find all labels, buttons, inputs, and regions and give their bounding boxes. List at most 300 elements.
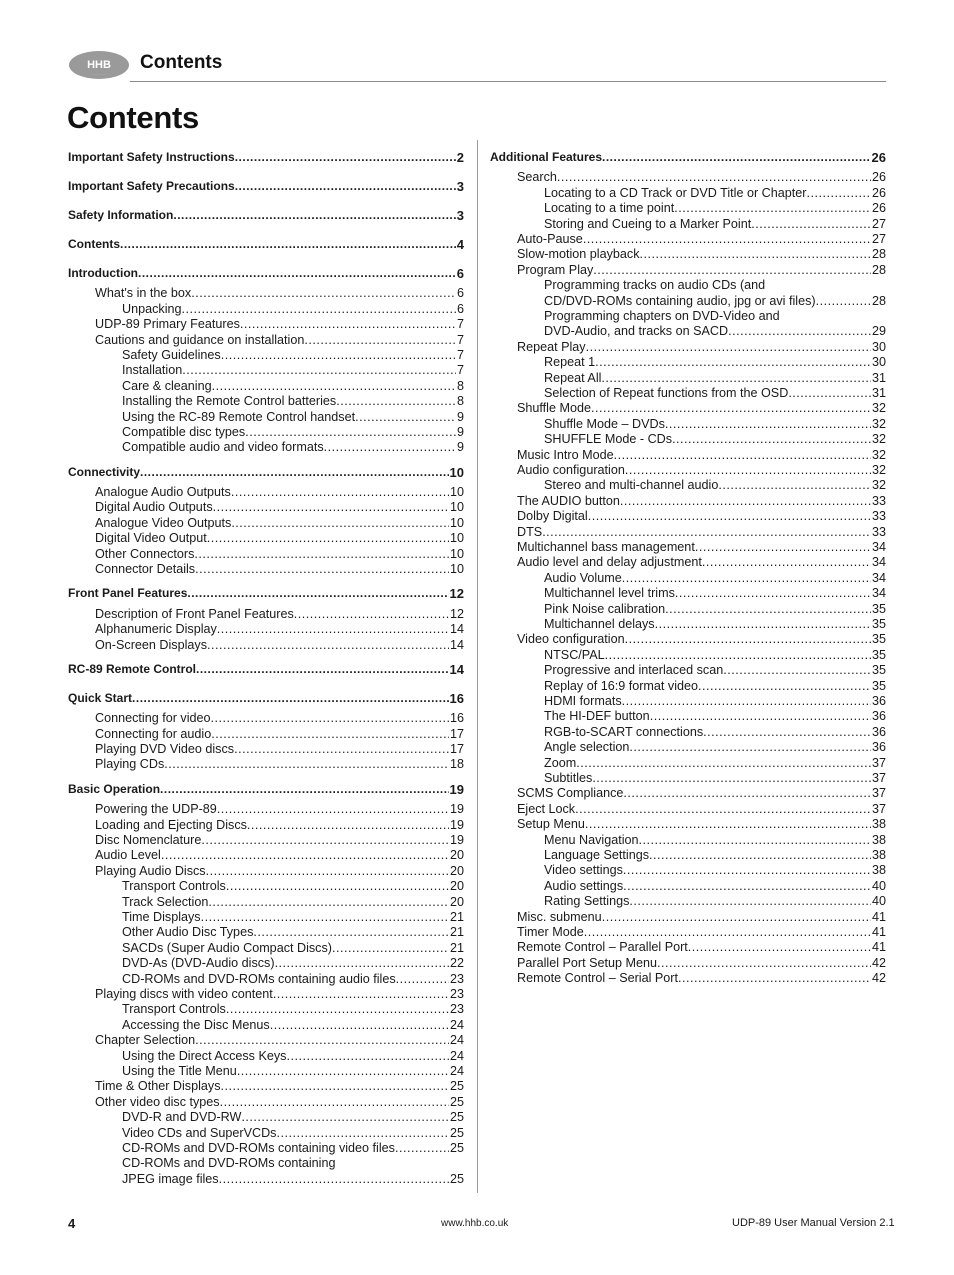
toc-page-number: 33 xyxy=(871,509,886,524)
toc-entry[interactable] xyxy=(517,540,886,556)
toc-entry[interactable] xyxy=(517,232,886,248)
toc-page-number: 32 xyxy=(871,401,886,416)
toc-page-number: 10 xyxy=(449,531,464,546)
toc-entry[interactable] xyxy=(122,363,464,379)
toc-page-number: 36 xyxy=(871,693,886,708)
toc-leader-dots xyxy=(816,294,871,310)
toc-section[interactable] xyxy=(68,208,464,224)
toc-page-number: 26 xyxy=(871,170,886,185)
toc-leader-dots xyxy=(665,602,871,618)
toc-entry[interactable] xyxy=(95,638,464,654)
toc-page-number: 25 xyxy=(449,1079,464,1094)
toc-leader-dots xyxy=(751,217,871,233)
toc-label: Track Selection xyxy=(122,894,209,909)
toc-leader-dots xyxy=(275,956,449,972)
toc-label: RC-89 Remote Control xyxy=(68,661,197,676)
toc-entry[interactable] xyxy=(95,333,464,349)
toc-entry[interactable] xyxy=(517,632,886,648)
toc-section[interactable] xyxy=(68,179,464,195)
toc-entry[interactable] xyxy=(544,694,886,710)
toc-label: On-Screen Displays xyxy=(95,637,207,652)
toc-leader-dots xyxy=(703,725,871,741)
toc-entry[interactable] xyxy=(122,1172,464,1188)
toc-page-number: 20 xyxy=(449,848,464,863)
toc-leader-dots xyxy=(557,170,871,186)
toc-entry[interactable] xyxy=(517,263,886,279)
toc-section[interactable] xyxy=(68,782,464,798)
toc-leader-dots xyxy=(213,500,449,516)
toc-entry[interactable] xyxy=(517,247,886,263)
toc-entry[interactable] xyxy=(122,972,464,988)
toc-entry[interactable] xyxy=(517,940,886,956)
column-divider xyxy=(477,140,478,1193)
toc-entry[interactable] xyxy=(95,562,464,578)
toc-entry[interactable] xyxy=(122,895,464,911)
toc-entry[interactable] xyxy=(95,286,464,302)
toc-label: DVD-R and DVD-RW xyxy=(122,1110,242,1125)
toc-leader-dots xyxy=(164,757,449,773)
toc-leader-dots xyxy=(723,663,871,679)
toc-label: Video configuration xyxy=(517,632,625,647)
toc-entry[interactable] xyxy=(517,971,886,987)
toc-leader-dots xyxy=(217,802,449,818)
toc-page-number: 37 xyxy=(871,770,886,785)
toc-label: Digital Video Output xyxy=(95,531,207,546)
toc-page-number: 40 xyxy=(871,878,886,893)
toc-leader-dots xyxy=(649,848,871,864)
toc-label: Dolby Digital xyxy=(517,509,588,524)
toc-entry[interactable] xyxy=(95,516,464,532)
toc-label: Locating to a time point xyxy=(544,201,675,216)
toc-leader-dots xyxy=(695,540,871,556)
toc-entry[interactable] xyxy=(517,494,886,510)
toc-entry[interactable] xyxy=(517,956,886,972)
toc-entry[interactable] xyxy=(544,617,886,633)
toc-entry[interactable] xyxy=(95,818,464,834)
toc-entry[interactable] xyxy=(544,663,886,679)
toc-page-number: 32 xyxy=(871,462,886,477)
toc-leader-dots xyxy=(788,386,871,402)
toc-page-number: 32 xyxy=(871,447,886,462)
toc-page-number: 34 xyxy=(871,570,886,585)
toc-entry[interactable] xyxy=(95,547,464,563)
toc-entry[interactable] xyxy=(95,1095,464,1111)
toc-entry[interactable] xyxy=(122,440,464,456)
toc-page-number: 17 xyxy=(449,742,464,756)
toc-label: Connecting for video xyxy=(95,711,211,726)
toc-page-number: 20 xyxy=(449,879,464,894)
toc-entry[interactable] xyxy=(544,478,886,494)
toc-label: Care & cleaning xyxy=(122,378,212,393)
toc-leader-dots xyxy=(640,247,871,263)
toc-entry[interactable] xyxy=(95,607,464,623)
toc-label: Audio level and delay adjustment xyxy=(517,555,702,570)
toc-entry[interactable] xyxy=(95,711,464,727)
toc-leader-dots xyxy=(226,1002,449,1018)
toc-section[interactable] xyxy=(68,266,464,282)
toc-entry[interactable] xyxy=(122,879,464,895)
toc-entry[interactable] xyxy=(122,1126,464,1142)
toc-label: Remote Control – Serial Port xyxy=(517,971,678,986)
toc-leader-dots xyxy=(161,848,449,864)
toc-leader-dots xyxy=(273,987,449,1003)
toc-entry[interactable] xyxy=(544,571,886,587)
toc-label: Multichannel bass management xyxy=(517,539,695,554)
toc-entry[interactable] xyxy=(544,417,886,433)
toc-entry[interactable] xyxy=(544,217,886,233)
toc-leader-dots xyxy=(585,817,871,833)
toc-leader-dots xyxy=(396,972,449,988)
toc-label: The HI-DEF button xyxy=(544,709,650,724)
toc-label: Setup Menu xyxy=(517,817,585,832)
toc-label: DVD-As (DVD-Audio discs) xyxy=(122,956,275,971)
toc-page-number: 9 xyxy=(456,424,464,439)
toc-leader-dots xyxy=(231,516,449,532)
toc-leader-dots xyxy=(132,691,449,707)
toc-leader-dots xyxy=(219,1172,449,1188)
toc-entry[interactable] xyxy=(544,848,886,864)
toc-leader-dots xyxy=(718,478,871,494)
toc-leader-dots xyxy=(324,440,456,456)
toc-page-number: 29 xyxy=(871,324,886,339)
toc-page-number: 6 xyxy=(456,266,464,281)
toc-label: Important Safety Precautions xyxy=(68,179,235,193)
toc-entry[interactable] xyxy=(122,925,464,941)
toc-entry[interactable] xyxy=(544,201,886,217)
toc-label: Video CDs and SuperVCDs xyxy=(122,1125,277,1140)
toc-leader-dots xyxy=(195,562,449,578)
toc-page-number: 27 xyxy=(871,216,886,231)
toc-leader-dots xyxy=(286,1049,449,1065)
toc-label: Other Connectors xyxy=(95,546,195,561)
toc-section[interactable] xyxy=(68,691,464,707)
toc-page-number: 34 xyxy=(871,539,886,554)
toc-section[interactable] xyxy=(68,586,464,602)
toc-entry[interactable] xyxy=(544,894,886,910)
toc-entry[interactable] xyxy=(122,956,464,972)
toc-entry[interactable] xyxy=(517,463,886,479)
toc-page-number: 25 xyxy=(449,1110,464,1125)
toc-page-number: 41 xyxy=(871,924,886,939)
toc-page-number: 17 xyxy=(449,726,464,741)
toc-entry[interactable] xyxy=(95,802,464,818)
toc-label: Search xyxy=(517,170,557,185)
toc-entry[interactable] xyxy=(544,432,886,448)
toc-entry[interactable] xyxy=(95,1033,464,1049)
toc-page-number: 24 xyxy=(449,1048,464,1063)
toc-page-number: 35 xyxy=(871,601,886,616)
toc-page-number: 7 xyxy=(456,347,464,362)
toc-entry[interactable] xyxy=(544,679,886,695)
toc-page-number: 10 xyxy=(449,546,464,561)
toc-entry[interactable] xyxy=(544,586,886,602)
toc-section[interactable] xyxy=(68,662,464,678)
toc-page-number: 32 xyxy=(871,432,886,447)
toc-leader-dots xyxy=(231,485,449,501)
toc-label: Repeat All xyxy=(544,370,602,385)
toc-entry[interactable] xyxy=(122,1141,464,1157)
toc-leader-dots xyxy=(674,201,871,217)
toc-label: Misc. submenu xyxy=(517,909,602,924)
toc-leader-dots xyxy=(665,417,871,433)
toc-entry[interactable] xyxy=(95,1079,464,1095)
toc-label: Auto-Pause xyxy=(517,231,583,246)
toc-label: Analogue Audio Outputs xyxy=(95,485,231,499)
toc-entry[interactable] xyxy=(544,386,886,402)
toc-label: Audio configuration xyxy=(517,462,625,477)
toc-label: Loading and Ejecting Discs xyxy=(95,817,247,832)
toc-label: SACDs (Super Audio Compact Discs) xyxy=(122,940,332,955)
toc-label: Time & Other Displays xyxy=(95,1079,221,1094)
toc-leader-dots xyxy=(220,1095,449,1111)
toc-page-number: 31 xyxy=(871,370,886,385)
toc-leader-dots xyxy=(211,711,449,727)
toc-page-number: 36 xyxy=(871,724,886,739)
toc-entry[interactable] xyxy=(517,525,886,541)
toc-leader-dots xyxy=(120,237,456,253)
toc-label: Powering the UDP-89 xyxy=(95,802,217,817)
toc-entry[interactable] xyxy=(544,879,886,895)
toc-page-number: 10 xyxy=(449,562,464,576)
toc-page-number: 31 xyxy=(871,385,886,400)
toc-leader-dots xyxy=(221,348,456,364)
toc-section[interactable] xyxy=(68,465,464,481)
toc-entry[interactable] xyxy=(544,324,886,340)
toc-leader-dots xyxy=(584,925,871,941)
toc-leader-dots xyxy=(212,379,456,395)
toc-label: Connectivity xyxy=(68,464,141,479)
toc-entry[interactable] xyxy=(517,340,886,356)
toc-label: Digital Audio Outputs xyxy=(95,500,213,515)
toc-leader-dots xyxy=(182,363,456,379)
toc-leader-dots xyxy=(294,607,449,623)
toc-entry[interactable] xyxy=(544,771,886,787)
toc-page-number: 36 xyxy=(871,740,886,755)
toc-page-number: 26 xyxy=(871,150,886,165)
toc-page-number: 34 xyxy=(871,586,886,601)
toc-leader-dots xyxy=(657,956,871,972)
toc-page-number: 24 xyxy=(449,1017,464,1032)
toc-page-number: 35 xyxy=(871,616,886,631)
toc-entry[interactable] xyxy=(517,910,886,926)
toc-entry[interactable] xyxy=(122,941,464,957)
toc-leader-dots xyxy=(688,940,871,956)
toc-entry[interactable] xyxy=(95,742,464,758)
toc-entry[interactable] xyxy=(95,833,464,849)
toc-label: Playing DVD Video discs xyxy=(95,742,235,756)
toc-leader-dots xyxy=(623,786,871,802)
toc-leader-dots xyxy=(221,1079,449,1095)
toc-label: Unpacking xyxy=(122,301,182,316)
toc-label: Safety Information xyxy=(68,208,174,222)
toc-leader-dots xyxy=(235,179,456,195)
toc-entry[interactable] xyxy=(544,863,886,879)
toc-entry[interactable] xyxy=(517,509,886,525)
toc-leader-dots xyxy=(595,355,871,371)
footer-version: UDP-89 User Manual Version 2.1 xyxy=(732,1217,895,1229)
toc-leader-dots xyxy=(208,895,449,911)
toc-entry[interactable] xyxy=(95,864,464,880)
toc-entry[interactable] xyxy=(122,394,464,410)
toc-page-number: 33 xyxy=(871,524,886,539)
toc-entry[interactable] xyxy=(122,910,464,926)
toc-entry[interactable] xyxy=(95,500,464,516)
toc-entry[interactable] xyxy=(95,757,464,773)
toc-entry[interactable] xyxy=(95,531,464,547)
toc-label: Stereo and multi-channel audio xyxy=(544,478,719,493)
logo-text: HHB xyxy=(87,59,111,71)
toc-label: Repeat 1 xyxy=(544,355,596,370)
toc-entry[interactable] xyxy=(544,648,886,664)
toc-page-number: 24 xyxy=(449,1063,464,1078)
toc-leader-dots xyxy=(237,1064,449,1080)
toc-leader-dots xyxy=(194,547,449,563)
toc-entry[interactable] xyxy=(122,1064,464,1080)
toc-label: Subtitles xyxy=(544,770,593,785)
toc-entry-line: Programming tracks on audio CDs (and xyxy=(544,278,766,293)
header-title: Contents xyxy=(140,52,223,73)
toc-page-number: 19 xyxy=(449,832,464,847)
header-rule xyxy=(130,81,886,82)
toc-section[interactable] xyxy=(68,237,464,253)
toc-page-number: 12 xyxy=(449,586,464,602)
toc-page-number: 7 xyxy=(456,363,464,378)
toc-leader-dots xyxy=(207,531,449,547)
toc-leader-dots xyxy=(235,150,456,166)
toc-entry[interactable] xyxy=(517,170,886,186)
toc-entry[interactable] xyxy=(517,448,886,464)
toc-label: Additional Features xyxy=(490,150,603,164)
toc-page-number: 24 xyxy=(449,1033,464,1048)
toc-page-number: 37 xyxy=(871,755,886,770)
toc-entry[interactable] xyxy=(122,348,464,364)
toc-entry[interactable] xyxy=(95,317,464,333)
toc-page-number: 35 xyxy=(871,678,886,693)
toc-entry[interactable] xyxy=(95,622,464,638)
toc-label: Quick Start xyxy=(68,690,133,705)
toc-page-number: 38 xyxy=(871,847,886,862)
toc-label: CD-ROMs and DVD-ROMs containing audio files xyxy=(122,971,396,986)
toc-leader-dots xyxy=(217,622,449,638)
toc-leader-dots xyxy=(207,638,449,654)
toc-page-number: 6 xyxy=(456,286,464,301)
toc-leader-dots xyxy=(622,571,871,587)
toc-leader-dots xyxy=(588,509,871,525)
toc-entry[interactable] xyxy=(517,817,886,833)
toc-entry[interactable] xyxy=(544,294,886,310)
toc-label: Using the Direct Access Keys xyxy=(122,1048,287,1063)
toc-page-number: 21 xyxy=(449,940,464,955)
toc-leader-dots xyxy=(195,1033,449,1049)
toc-label: JPEG image files xyxy=(122,1171,219,1186)
toc-page-number: 23 xyxy=(449,971,464,986)
toc-page-number: 37 xyxy=(871,801,886,816)
toc-leader-dots xyxy=(160,782,449,798)
toc-entry[interactable] xyxy=(544,355,886,371)
toc-entry[interactable] xyxy=(517,786,886,802)
toc-label: Multichannel delays xyxy=(544,616,655,631)
toc-label: Cautions and guidance on installation xyxy=(95,332,305,347)
toc-entry[interactable] xyxy=(544,371,886,387)
toc-entry[interactable] xyxy=(544,709,886,725)
toc-leader-dots xyxy=(201,833,449,849)
toc-leader-dots xyxy=(253,925,449,941)
toc-page-number: 26 xyxy=(871,185,886,200)
toc-leader-dots xyxy=(639,833,871,849)
toc-leader-dots xyxy=(201,910,449,926)
toc-entry[interactable] xyxy=(544,186,886,202)
toc-page-number: 27 xyxy=(871,231,886,246)
toc-label: DTS xyxy=(517,524,543,539)
toc-leader-dots xyxy=(625,463,871,479)
toc-entry[interactable] xyxy=(95,848,464,864)
toc-label: Storing and Cueing to a Marker Point xyxy=(544,216,752,231)
toc-page-number: 10 xyxy=(449,464,464,480)
toc-entry[interactable] xyxy=(544,602,886,618)
toc-leader-dots xyxy=(182,302,456,318)
toc-entry[interactable] xyxy=(122,425,464,441)
toc-entry[interactable] xyxy=(95,485,464,501)
toc-leader-dots xyxy=(625,632,871,648)
toc-page-number: 37 xyxy=(871,786,886,801)
toc-page-number: 28 xyxy=(871,293,886,308)
toc-entry[interactable] xyxy=(122,1002,464,1018)
toc-label: Playing CDs xyxy=(95,757,165,772)
toc-leader-dots xyxy=(140,465,449,481)
toc-page-number: 25 xyxy=(449,1125,464,1140)
toc-entry[interactable] xyxy=(544,725,886,741)
toc-label: DVD-Audio, and tracks on SACD xyxy=(544,324,729,339)
toc-section[interactable] xyxy=(68,150,464,166)
toc-leader-dots xyxy=(614,448,871,464)
toc-entry[interactable] xyxy=(122,302,464,318)
toc-entry[interactable] xyxy=(544,756,886,772)
toc-entry[interactable] xyxy=(122,1110,464,1126)
toc-page-number: 20 xyxy=(449,863,464,878)
toc-entry[interactable] xyxy=(122,1049,464,1065)
toc-entry[interactable] xyxy=(517,401,886,417)
toc-leader-dots xyxy=(583,232,871,248)
toc-label: Audio Level xyxy=(95,848,161,863)
toc-entry[interactable] xyxy=(517,802,886,818)
toc-label: Playing discs with video content xyxy=(95,986,273,1001)
toc-page-number: 7 xyxy=(456,332,464,347)
toc-leader-dots xyxy=(191,286,456,302)
toc-leader-dots xyxy=(395,1141,449,1157)
toc-page-number: 16 xyxy=(449,690,464,706)
toc-page-number: 32 xyxy=(871,416,886,431)
toc-entry[interactable] xyxy=(544,740,886,756)
toc-entry[interactable] xyxy=(122,379,464,395)
toc-entry[interactable] xyxy=(122,410,464,426)
toc-label: Installation xyxy=(122,363,183,378)
toc-entry[interactable] xyxy=(95,727,464,743)
toc-label: Playing Audio Discs xyxy=(95,863,206,878)
toc-entry[interactable] xyxy=(95,987,464,1003)
toc-entry[interactable] xyxy=(544,833,886,849)
toc-label: Rating Settings xyxy=(544,894,630,909)
toc-page-number: 8 xyxy=(456,378,464,393)
toc-entry[interactable] xyxy=(517,555,886,571)
toc-page-number: 19 xyxy=(449,817,464,832)
toc-leader-dots xyxy=(226,879,449,895)
toc-entry[interactable] xyxy=(517,925,886,941)
toc-label: Pink Noise calibration xyxy=(544,601,666,616)
toc-leader-dots xyxy=(245,425,456,441)
toc-label: SCMS Compliance xyxy=(517,786,624,801)
toc-entry[interactable] xyxy=(122,1018,464,1034)
toc-section[interactable] xyxy=(490,150,886,166)
